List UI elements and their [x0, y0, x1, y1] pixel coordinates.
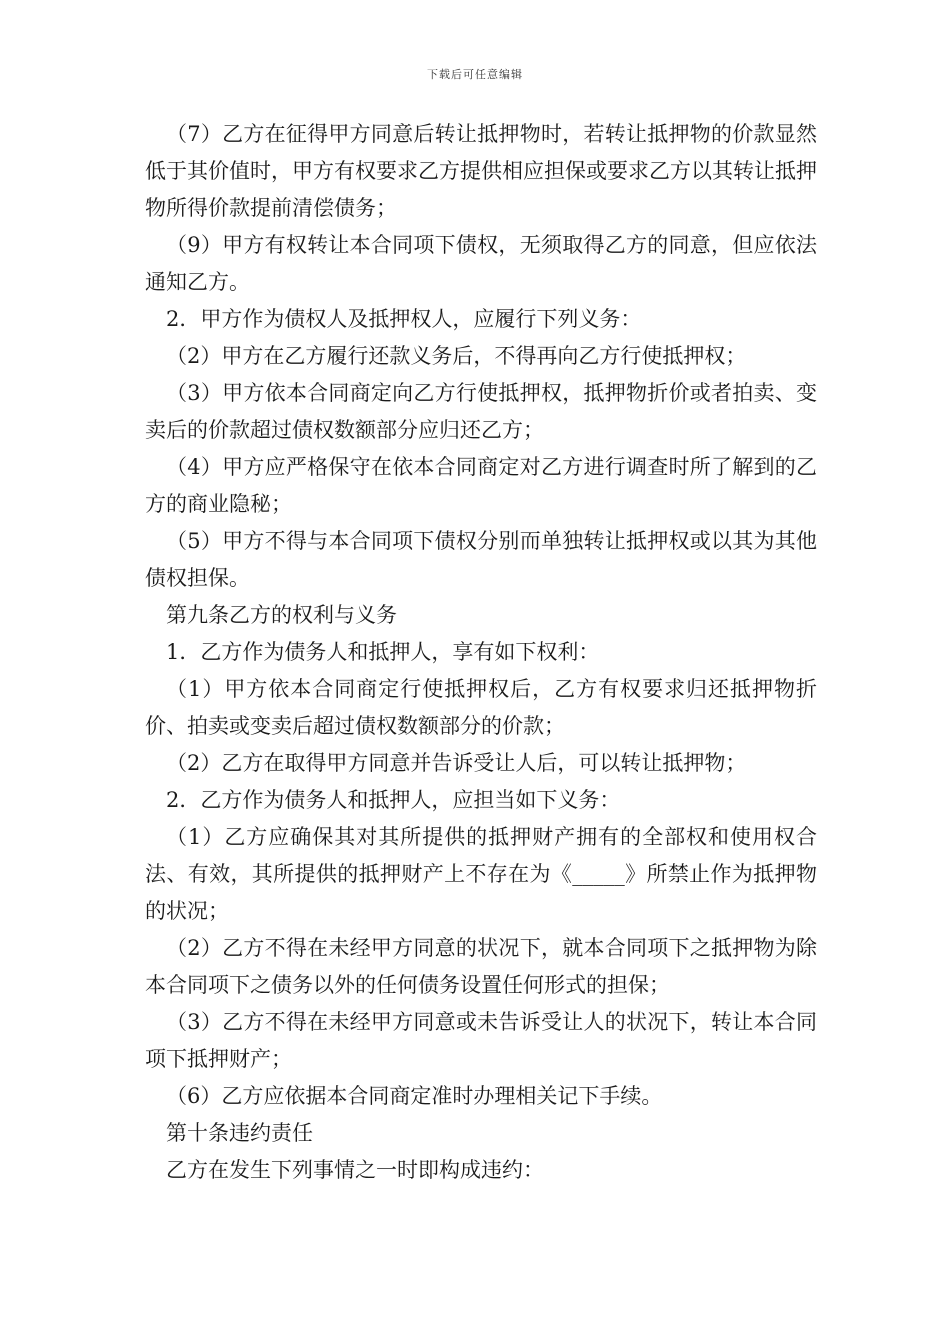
section-party-a-obligations: 2．甲方作为债权人及抵押权人，应履行下列义务：	[166, 307, 642, 331]
paragraph-b-obligation-3: （3）乙方不得在未经甲方同意或未告诉受让人的状况下，转让本合同项下抵押财产；	[145, 1010, 817, 1071]
paragraph-breach-intro: 乙方在发生下列事情之一时即构成违约：	[166, 1158, 544, 1182]
paragraph-b-obligation-2: （2）乙方不得在未经甲方同意的状况下，就本合同项下之抵押物为除本合同项下之债务以外的任何债务设置任何形式的担保；	[145, 936, 817, 997]
section-party-b-obligations: 2．乙方作为债务人和抵押人，应担当如下义务：	[166, 788, 621, 812]
paragraph-obligation-4: （4）甲方应严格保守在依本合同商定对乙方进行调查时所了解到的乙方的商业隐秘；	[145, 455, 817, 516]
article-10-heading: 第十条违约责任	[166, 1121, 313, 1145]
article-9-heading: 第九条乙方的权利与义务	[166, 603, 397, 627]
paragraph-item-7: （7）乙方在征得甲方同意后转让抵押物时，若转让抵押物的价款显然低于其价值时，甲方有权要求乙方提供相应担保或要求乙方以其转让抵押物所得价款提前清偿债务；	[145, 122, 817, 220]
paragraph-obligation-5: （5）甲方不得与本合同项下债权分别而单独转让抵押权或以其为其他债权担保。	[145, 529, 817, 590]
paragraph-b-obligation-6: （6）乙方应依据本合同商定准时办理相关记下手续。	[166, 1084, 663, 1108]
page-header: 下载后可任意编辑	[427, 68, 523, 81]
paragraph-right-2: （2）乙方在取得甲方同意并告诉受让人后，可以转让抵押物；	[166, 751, 747, 775]
paragraph-item-9: （9）甲方有权转让本合同项下债权，无须取得乙方的同意，但应依法通知乙方。	[145, 233, 817, 294]
document-body	[145, 116, 817, 1189]
paragraph-obligation-3: （3）甲方依本合同商定向乙方行使抵押权，抵押物折价或者拍卖、变卖后的价款超过债权数额部分应归还乙方；	[145, 381, 817, 442]
paragraph-obligation-2: （2）甲方在乙方履行还款义务后，不得再向乙方行使抵押权；	[166, 344, 747, 368]
section-party-b-rights: 1．乙方作为债务人和抵押人，享有如下权利：	[166, 640, 600, 664]
paragraph-b-obligation-1: （1）乙方应确保其对其所提供的抵押财产拥有的全部权和使用权合法、有效，其所提供的抵押财产上不存在为《_____》所禁止作为抵押物的状况；	[145, 825, 817, 923]
paragraph-right-1: （1）甲方依本合同商定行使抵押权后，乙方有权要求归还抵押物折价、拍卖或变卖后超过债权数额部分的价款；	[145, 677, 817, 738]
